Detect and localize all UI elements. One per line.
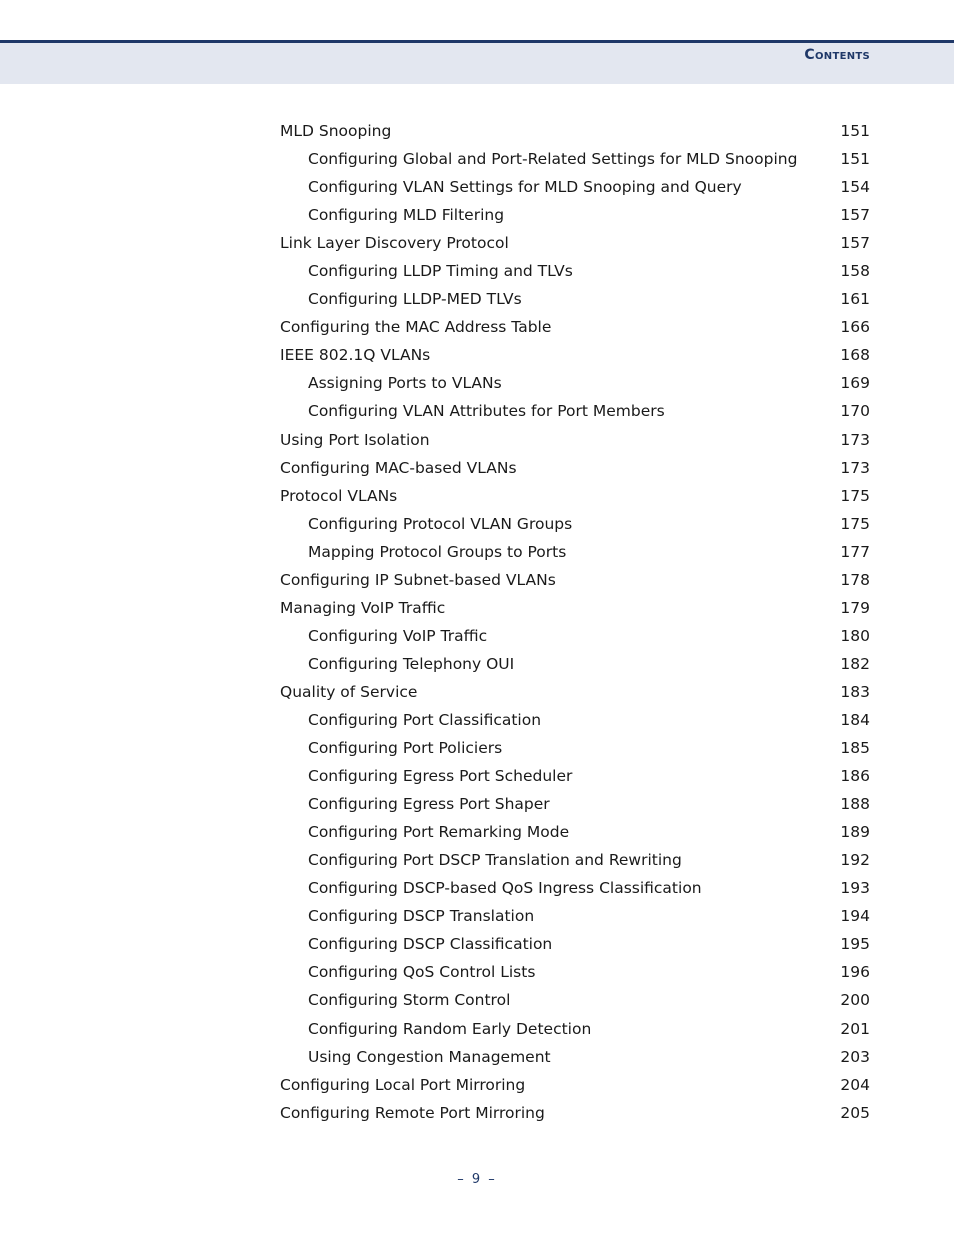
toc-entry-title[interactable]: Configuring Global and Port-Related Settings for MLD Snooping: [308, 150, 798, 169]
toc-entry[interactable]: [280, 1071, 870, 1099]
toc-entry-title[interactable]: Configuring MAC-based VLANs: [280, 458, 517, 477]
toc-entry-page[interactable]: 194: [840, 907, 870, 926]
toc-entry[interactable]: [280, 482, 870, 510]
toc-entry-page[interactable]: 170: [840, 402, 870, 421]
toc-entry-page[interactable]: 195: [840, 935, 870, 954]
toc-entry-page[interactable]: 173: [840, 458, 870, 477]
toc-entry-title[interactable]: Configuring Remote Port Mirroring: [280, 1103, 545, 1122]
toc-entry[interactable]: [280, 1043, 870, 1071]
toc-entry[interactable]: [280, 426, 870, 454]
toc-entry[interactable]: [280, 818, 870, 846]
toc-entry[interactable]: [280, 790, 870, 818]
toc-entry-page[interactable]: 151: [840, 150, 870, 169]
toc-entry[interactable]: [280, 1099, 870, 1127]
toc-entry-title[interactable]: Using Congestion Management: [308, 1047, 551, 1066]
toc-entry-page[interactable]: 175: [840, 486, 870, 505]
toc-entry[interactable]: [280, 173, 870, 201]
toc-entry-page[interactable]: 186: [840, 767, 870, 786]
toc-entry-title[interactable]: Configuring QoS Control Lists: [308, 963, 536, 982]
toc-entry-title[interactable]: Configuring the MAC Address Table: [280, 318, 552, 337]
toc-entry-page[interactable]: 205: [840, 1103, 870, 1122]
toc-entry-page[interactable]: 168: [840, 346, 870, 365]
toc-entry-page[interactable]: 180: [840, 626, 870, 645]
toc-entry-title[interactable]: Configuring VLAN Attributes for Port Members: [308, 402, 665, 421]
toc-entry-title[interactable]: Link Layer Discovery Protocol: [280, 234, 509, 253]
toc-entry-page[interactable]: 179: [840, 598, 870, 617]
toc-entry-page[interactable]: 173: [840, 430, 870, 449]
toc-entry-page[interactable]: 169: [840, 374, 870, 393]
toc-entry-title[interactable]: Assigning Ports to VLANs: [308, 374, 502, 393]
toc-entry-title[interactable]: Configuring Protocol VLAN Groups: [308, 514, 573, 533]
running-header: [0, 40, 954, 84]
toc-entry[interactable]: [280, 930, 870, 958]
toc-entry[interactable]: [280, 958, 870, 986]
toc-entry-page[interactable]: 201: [840, 1019, 870, 1038]
toc-entry[interactable]: [280, 650, 870, 678]
toc-entry-title[interactable]: Configuring Port Remarking Mode: [308, 823, 570, 842]
toc-entry-title[interactable]: Configuring Port DSCP Translation and Rewriting: [308, 851, 682, 870]
toc-entry-page[interactable]: 182: [840, 654, 870, 673]
toc-entry-page[interactable]: 154: [840, 178, 870, 197]
toc-entry-title[interactable]: Configuring Telephony OUI: [308, 654, 515, 673]
toc-entry-page[interactable]: 189: [840, 823, 870, 842]
toc-entry-page[interactable]: 177: [840, 542, 870, 561]
toc-entry[interactable]: [280, 874, 870, 902]
toc-entry-page[interactable]: 204: [840, 1075, 870, 1094]
toc-entry-page[interactable]: 157: [840, 206, 870, 225]
toc-entry[interactable]: [280, 257, 870, 285]
toc-entry[interactable]: [280, 397, 870, 425]
toc-entry[interactable]: [280, 902, 870, 930]
toc-entry-title[interactable]: Configuring Port Policiers: [308, 739, 503, 758]
toc-entry-title[interactable]: Configuring LLDP Timing and TLVs: [308, 262, 573, 281]
toc-entry[interactable]: [280, 566, 870, 594]
toc-entry-title[interactable]: MLD Snooping: [280, 122, 392, 140]
toc-entry-page[interactable]: 158: [840, 262, 870, 281]
toc-entry-page[interactable]: 157: [840, 234, 870, 253]
toc-entry[interactable]: [280, 285, 870, 313]
toc-entry[interactable]: [280, 846, 870, 874]
toc-entry-page[interactable]: 203: [840, 1047, 870, 1066]
toc-entry-page[interactable]: 183: [840, 682, 870, 701]
toc-entry-title[interactable]: Using Port Isolation: [280, 430, 430, 449]
toc-entry-title[interactable]: Configuring DSCP Translation: [308, 907, 535, 926]
toc-entry[interactable]: [280, 734, 870, 762]
toc-entry-title[interactable]: Configuring Port Classification: [308, 710, 542, 729]
toc-entry-title[interactable]: Configuring Storm Control: [308, 991, 511, 1010]
toc-entry-title[interactable]: Configuring MLD Filtering: [308, 206, 505, 225]
toc-entry-title[interactable]: Configuring Egress Port Scheduler: [308, 767, 573, 786]
toc-entry-title[interactable]: Configuring DSCP Classification: [308, 935, 553, 954]
header-title: Contents: [804, 47, 870, 63]
toc-entry-title[interactable]: Protocol VLANs: [280, 486, 398, 505]
toc-entry[interactable]: [280, 594, 870, 622]
toc-entry-title[interactable]: Configuring IP Subnet-based VLANs: [280, 570, 556, 589]
toc-entry-page[interactable]: 193: [840, 879, 870, 898]
toc-entry-title[interactable]: Configuring VLAN Settings for MLD Snooping and Query: [308, 178, 742, 197]
toc-entry-page[interactable]: 178: [840, 570, 870, 589]
toc-entry[interactable]: [280, 678, 870, 706]
toc-entry[interactable]: [280, 622, 870, 650]
toc-entry[interactable]: [280, 510, 870, 538]
toc-entry[interactable]: [280, 762, 870, 790]
toc-entry[interactable]: [280, 201, 870, 229]
toc-entry-title[interactable]: Configuring VoIP Traffic: [308, 626, 488, 645]
toc-entry-title[interactable]: Mapping Protocol Groups to Ports: [308, 542, 567, 561]
toc-entry[interactable]: [280, 986, 870, 1014]
table-of-contents: [280, 117, 870, 1127]
toc-entry-page[interactable]: 161: [840, 290, 870, 309]
toc-entry-page[interactable]: 151: [840, 122, 870, 140]
toc-entry[interactable]: [280, 341, 870, 369]
toc-entry-title[interactable]: Configuring LLDP-MED TLVs: [308, 290, 522, 309]
toc-entry-page[interactable]: 185: [840, 739, 870, 758]
toc-entry-page[interactable]: 188: [840, 795, 870, 814]
toc-entry[interactable]: [280, 229, 870, 257]
toc-entry[interactable]: [280, 1015, 870, 1043]
toc-entry[interactable]: [280, 145, 870, 173]
toc-entry[interactable]: [280, 538, 870, 566]
toc-entry[interactable]: [280, 117, 870, 145]
toc-entry-page[interactable]: 192: [840, 851, 870, 870]
toc-entry-title[interactable]: IEEE 802.1Q VLANs: [280, 346, 431, 365]
toc-entry-page[interactable]: 166: [840, 318, 870, 337]
toc-entry-title[interactable]: Configuring Egress Port Shaper: [308, 795, 550, 814]
toc-entry-page[interactable]: 175: [840, 514, 870, 533]
toc-entry[interactable]: [280, 369, 870, 397]
toc-entry[interactable]: [280, 706, 870, 734]
toc-entry-title[interactable]: Configuring Random Early Detection: [308, 1019, 592, 1038]
page-number: – 9 –: [457, 1172, 497, 1187]
toc-entry-page[interactable]: 184: [840, 710, 870, 729]
toc-entry-title[interactable]: Quality of Service: [280, 682, 418, 701]
toc-entry-title[interactable]: Managing VoIP Traffic: [280, 598, 446, 617]
toc-entry-page[interactable]: 196: [840, 963, 870, 982]
toc-entry-title[interactable]: Configuring Local Port Mirroring: [280, 1075, 526, 1094]
toc-entry-page[interactable]: 200: [840, 991, 870, 1010]
toc-entry-title[interactable]: Configuring DSCP-based QoS Ingress Classification: [308, 879, 702, 898]
toc-entry[interactable]: [280, 454, 870, 482]
toc-entry[interactable]: [280, 313, 870, 341]
